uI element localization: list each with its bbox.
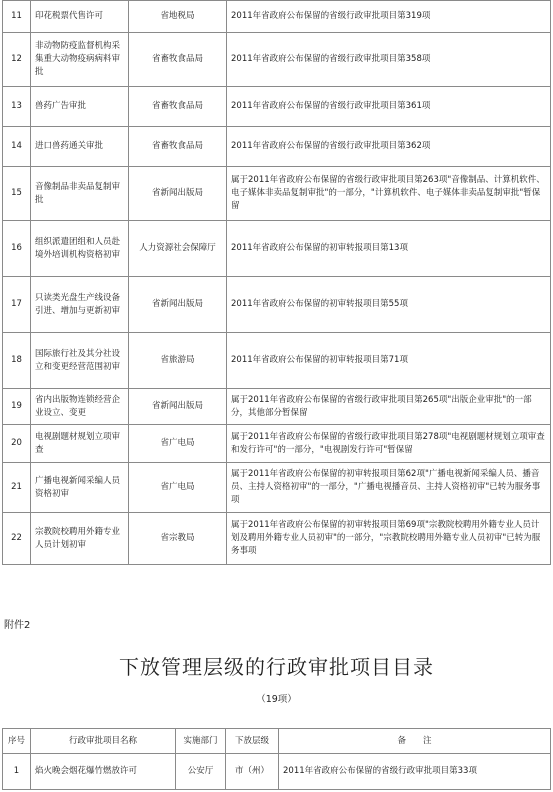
item-name: 进口兽药通关审批 xyxy=(31,127,129,167)
item-name: 兽药广告审批 xyxy=(31,87,129,127)
table-row xyxy=(3,1,551,33)
row-number: 17 xyxy=(3,277,31,333)
header-level: 下放层级 xyxy=(226,729,279,754)
table-row xyxy=(3,513,551,565)
table-row xyxy=(3,221,551,277)
table-header-row xyxy=(3,729,551,754)
approval-items-table xyxy=(2,0,551,565)
table-row xyxy=(3,425,551,463)
item-name: 宗教院校聘用外籍专业人员计划初审 xyxy=(31,513,129,565)
table-row xyxy=(3,167,551,221)
item-name: 广播电视新闻采编人员资格初审 xyxy=(31,463,129,513)
department: 公安厅 xyxy=(176,754,226,790)
row-number: 1 xyxy=(3,754,31,790)
item-count-subtitle: （19项） xyxy=(256,694,297,705)
item-name: 省内出版物连锁经营企业设立、变更 xyxy=(31,389,129,425)
remarks: 属于2011年省政府公布保留的省级行政审批项目第265项"出版企业审批"的一部分，其他部分暂保留 xyxy=(227,389,551,425)
remarks: 属于2011年省政府公布保留的省级行政审批项目第263项"音像制品、计算机软件、电子媒体非卖品复制审批"的一部分，"计算机软件、电子媒体非卖品复制审批"暂保留 xyxy=(227,167,551,221)
department: 省广电局 xyxy=(129,463,227,513)
remarks: 2011年省政府公布保留的初审转报项目第55项 xyxy=(227,277,551,333)
attachment-label: 附件2 xyxy=(4,620,31,631)
department: 省宗教局 xyxy=(129,513,227,565)
table-row xyxy=(3,333,551,389)
row-number: 22 xyxy=(3,513,31,565)
row-number: 12 xyxy=(3,33,31,87)
header-name: 行政审批项目名称 xyxy=(31,729,176,754)
item-name: 组织派遣团组和人员赴境外培训机构资格初审 xyxy=(31,221,129,277)
table-row xyxy=(3,127,551,167)
item-name: 印花税票代售许可 xyxy=(31,1,129,33)
page-title: 下放管理层级的行政审批项目目录 xyxy=(119,655,434,679)
devolved-items-table xyxy=(2,728,551,790)
department: 省畜牧食品局 xyxy=(129,87,227,127)
item-name: 电视剧题材规划立项审查 xyxy=(31,425,129,463)
row-number: 16 xyxy=(3,221,31,277)
item-name: 只读类光盘生产线设备引进、增加与更新初审 xyxy=(31,277,129,333)
row-number: 11 xyxy=(3,1,31,33)
department: 省旅游局 xyxy=(129,333,227,389)
table-row xyxy=(3,754,551,790)
department: 省新闻出版局 xyxy=(129,389,227,425)
item-name: 焰火晚会烟花爆竹燃放许可 xyxy=(31,754,176,790)
header-num: 序号 xyxy=(3,729,31,754)
remarks: 2011年省政府公布保留的初审转报项目第71项 xyxy=(227,333,551,389)
department: 省广电局 xyxy=(129,425,227,463)
remarks: 2011年省政府公布保留的初审转报项目第13项 xyxy=(227,221,551,277)
remarks: 2011年省政府公布保留的省级行政审批项目第358项 xyxy=(227,33,551,87)
header-dept: 实施部门 xyxy=(176,729,226,754)
row-number: 15 xyxy=(3,167,31,221)
department: 省畜牧食品局 xyxy=(129,33,227,87)
table-row xyxy=(3,389,551,425)
remarks: 2011年省政府公布保留的省级行政审批项目第362项 xyxy=(227,127,551,167)
table-row xyxy=(3,463,551,513)
remarks: 属于2011年省政府公布保留的省级行政审批项目第278项"电视剧题材规划立项审查和发行许可"的一部分，"电视剧发行许可"暂保留 xyxy=(227,425,551,463)
department: 省畜牧食品局 xyxy=(129,127,227,167)
department: 人力资源社会保障厅 xyxy=(129,221,227,277)
header-note: 备 注 xyxy=(279,729,551,754)
table-row xyxy=(3,277,551,333)
remarks: 2011年省政府公布保留的省级行政审批项目第33项 xyxy=(279,754,551,790)
devolved-level: 市（州） xyxy=(226,754,279,790)
row-number: 13 xyxy=(3,87,31,127)
remarks: 属于2011年省政府公布保留的初审转报项目第62项"广播电视新闻采编人员、播音员、主持人资格初审"的一部分，"广播电视播音员、主持人资格初审"已转为服务事项 xyxy=(227,463,551,513)
remarks: 属于2011年省政府公布保留的初审转报项目第69项"宗教院校聘用外籍专业人员计划及聘用外籍专业人员初审"的一部分，"宗教院校聘用外籍专业人员初审"已转为服务事项 xyxy=(227,513,551,565)
item-name: 音像制品非卖品复制审批 xyxy=(31,167,129,221)
row-number: 14 xyxy=(3,127,31,167)
department: 省新闻出版局 xyxy=(129,277,227,333)
remarks: 2011年省政府公布保留的省级行政审批项目第361项 xyxy=(227,87,551,127)
row-number: 20 xyxy=(3,425,31,463)
department: 省新闻出版局 xyxy=(129,167,227,221)
row-number: 18 xyxy=(3,333,31,389)
department: 省地税局 xyxy=(129,1,227,33)
item-name: 国际旅行社及其分社设立和变更经营范围初审 xyxy=(31,333,129,389)
item-name: 非动物防疫监督机构采集重大动物疫病病料审批 xyxy=(31,33,129,87)
table-row xyxy=(3,87,551,127)
row-number: 21 xyxy=(3,463,31,513)
row-number: 19 xyxy=(3,389,31,425)
remarks: 2011年省政府公布保留的省级行政审批项目第319项 xyxy=(227,1,551,33)
table-row xyxy=(3,33,551,87)
